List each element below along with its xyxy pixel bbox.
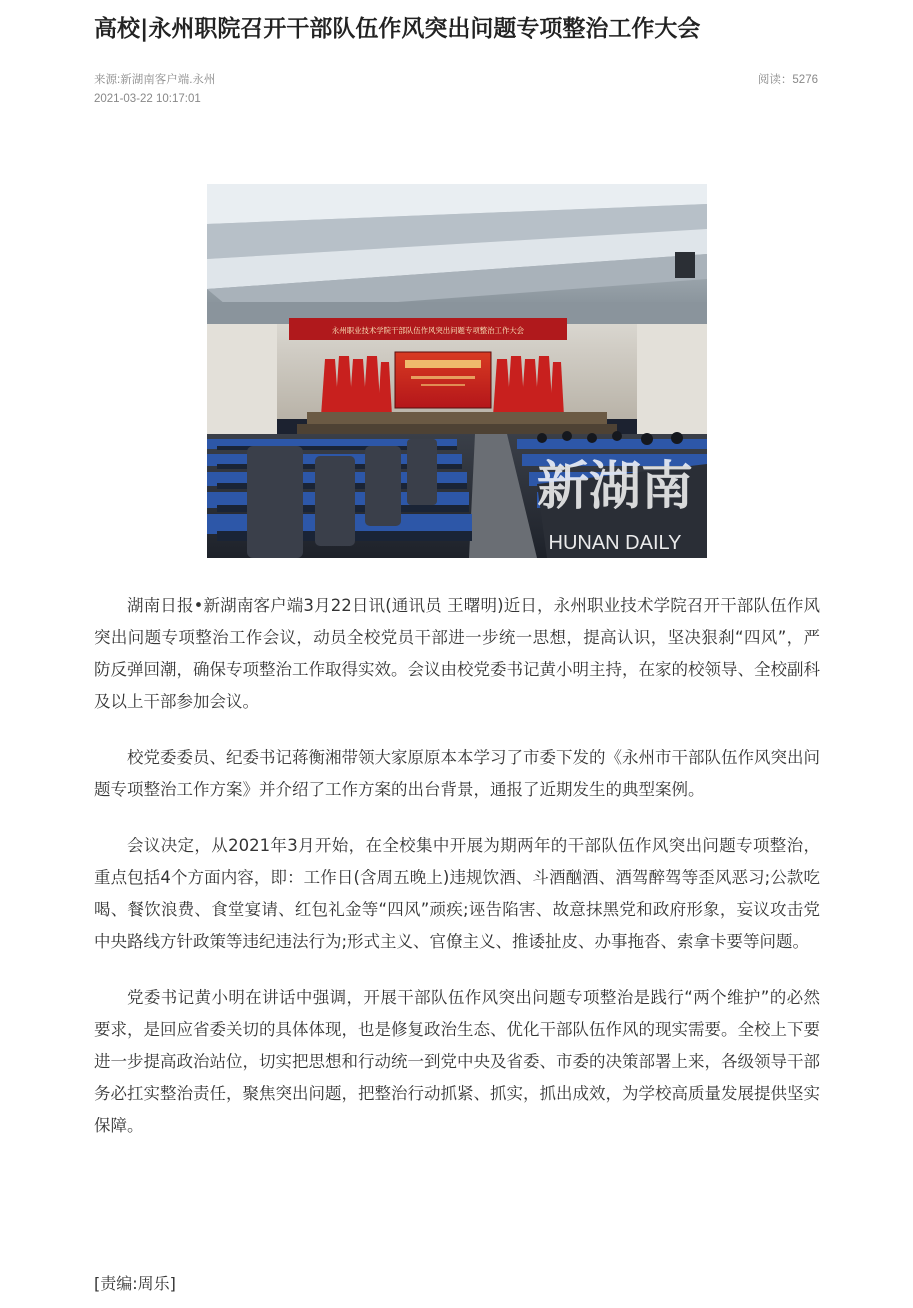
editor-credit: [责编:周乐] — [94, 1274, 176, 1293]
banner-text: 永州职业技术学院干部队伍作风突出问题专项整治工作大会 — [331, 326, 525, 335]
article-datetime: 2021-03-22 10:17:01 — [94, 93, 201, 105]
article-paragraph: 会议决定，从2021年3月开始，在全校集中开展为期两年的干部队伍作风突出问题专项整治，重点包括4个方面内容，即：工作日(含周五晚上)违规饮酒、斗酒酗酒、酒驾醉驾等歪风恶习;公款吃喝、餐饮浪费、食堂宴请、红包礼金等“四风”顽疾;诬告陷害、故意抹黑党和政府形象，妄议攻击党中央路线方针政策等违纪违法行为;形式主义、官僚主义、推诿扯皮、办事拖沓、索拿卡要等问题。 — [94, 836, 820, 951]
article-source: 来源:新湖南客户端.永州 — [94, 74, 216, 86]
article-title: 高校|永州职院召开干部队伍作风突出问题专项整治工作大会 — [94, 16, 701, 42]
article-photo — [207, 184, 707, 558]
view-count: 阅读：5276 — [757, 74, 818, 86]
article-paragraph: 校党委委员、纪委书记蒋衡湘带领大家原原本本学习了市委下发的《永州市干部队伍作风突出问题专项整治工作方案》并介绍了工作方案的出台背景，通报了近期发生的典型案例。 — [94, 748, 820, 799]
article-body — [94, 590, 820, 1166]
watermark-english: HUNAN DAILY — [548, 532, 682, 554]
conference-hall-illustration — [207, 184, 707, 558]
watermark-chinese: 新湖南 — [536, 456, 694, 517]
article-paragraph: 党委书记黄小明在讲话中强调，开展干部队伍作风突出问题专项整治是践行“两个维护”的必然要求，是回应省委关切的具体体现，也是修复政治生态、优化干部队伍作风的现实需要。全校上下要进一步提高政治站位，切实把思想和行动统一到党中央及省委、市委的决策部署上来，各级领导干部务必扛实整治责任，聚焦突出问题，把整治行动抓紧、抓实，抓出成效，为学校高质量发展提供坚实保障。 — [94, 988, 820, 1135]
article-paragraph: 湖南日报•新湖南客户端3月22日讯(通讯员 王曙明)近日，永州职业技术学院召开干部队伍作风突出问题专项整治工作会议，动员全校党员干部进一步统一思想，提高认识，坚决狠刹“四风”，严防反弹回潮，确保专项整治工作取得实效。会议由校党委书记黄小明主持，在家的校领导、全校副科及以上干部参加会议。 — [94, 596, 820, 711]
